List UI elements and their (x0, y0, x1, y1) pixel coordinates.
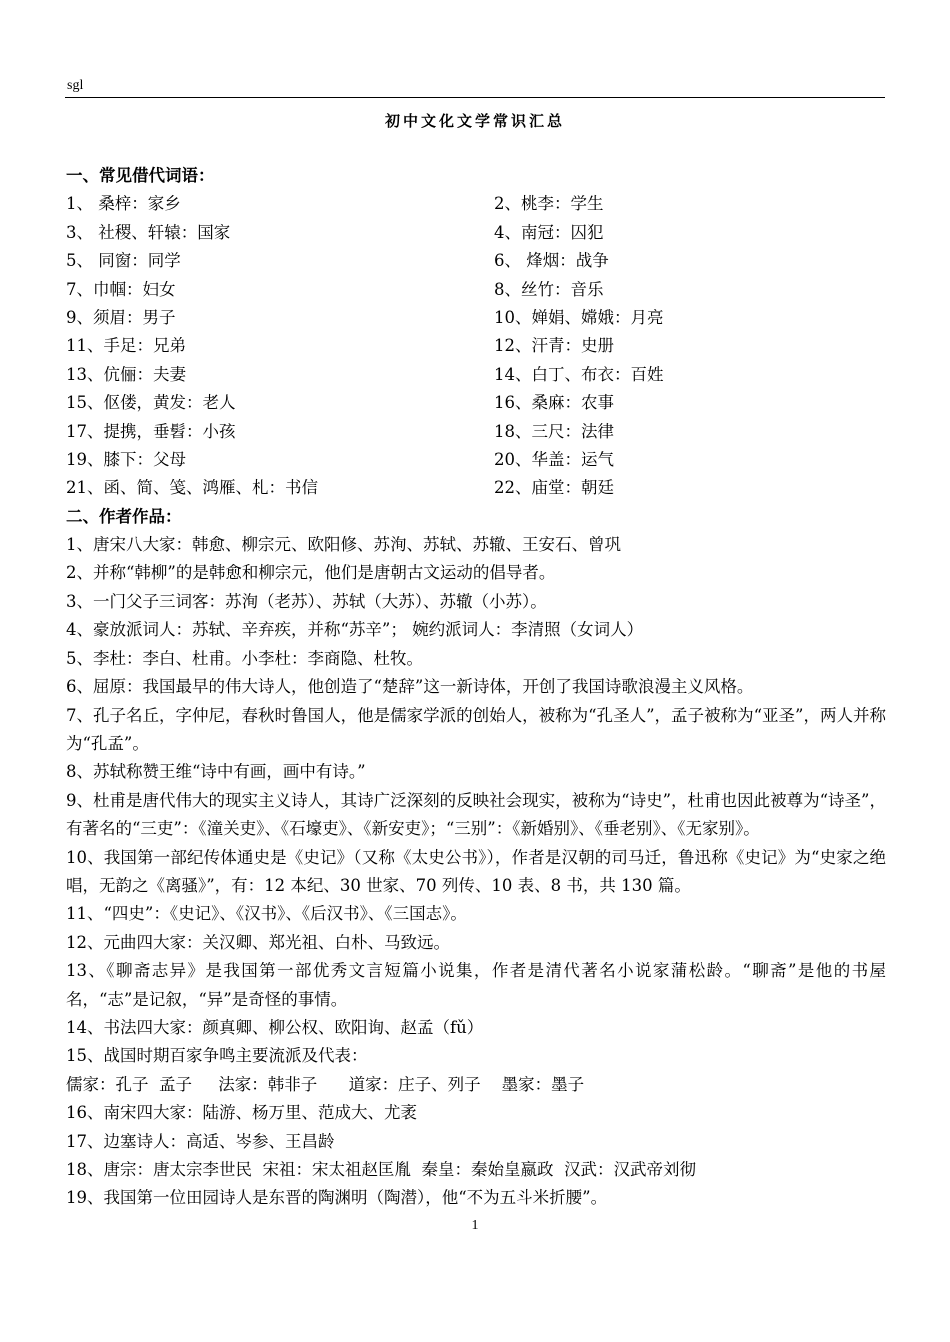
list-item: 16、桑麻：农事 (494, 393, 614, 413)
paragraph: 8、苏轼称赞王维“诗中有画，画中有诗。” (66, 762, 366, 782)
metonymy-list (66, 190, 886, 502)
list-item: 8、丝竹：音乐 (494, 279, 604, 299)
page-number: 1 (471, 1218, 479, 1233)
header-rule (65, 97, 885, 98)
paragraph: 10、我国第一部纪传体通史是《史记》（又称《太史公书》），作者是汉朝的司马迁，鲁迅称《史记》为“史家之绝唱，无韵之《离骚》”，有：12 本纪、30 世家、70 列传、10 表、8 书，共 130 篇。 (66, 847, 886, 895)
paragraph: 18、唐宗：唐太宗李世民 宋祖：宋太祖赵匡胤 秦皇：秦始皇嬴政 汉武：汉武帝刘彻 (66, 1160, 696, 1180)
list-item: 3、 社稷、轩辕：国家 (66, 222, 231, 242)
paragraph: 5、李杜：李白、杜甫。小李杜：李商隐、杜牧。 (66, 648, 423, 668)
document-title: 初中文化文学常识汇总 (384, 112, 565, 130)
list-item: 22、庙堂：朝廷 (494, 478, 614, 498)
list-item: 1、 桑梓：家乡 (66, 194, 181, 214)
header-text: sgl (67, 78, 84, 93)
paragraph: 9、杜甫是唐代伟大的现实主义诗人，其诗广泛深刻的反映社会现实，被称为“诗史”，杜甫也因此被尊为“诗圣”，有著名的“三吏”：《潼关吏》、《石壕吏》、《新安吏》；“三别”：《新婚别》、《垂老别》、《无家别》。 (66, 790, 886, 839)
section-heading-metonymy: 一、常见借代词语： (66, 166, 215, 185)
paragraph: 17、边塞诗人：高适、岑参、王昌龄 (66, 1131, 335, 1151)
list-item: 9、须眉：男子 (66, 307, 176, 327)
paragraph: 16、南宋四大家：陆游、杨万里、范成大、尤袤 (66, 1103, 417, 1123)
list-item: 19、膝下：父母 (66, 449, 186, 469)
section-heading-authors: 二、作者作品： (66, 506, 182, 526)
list-item: 5、 同窗：同学 (66, 251, 181, 271)
paragraph: 2、并称“韩柳”的是韩愈和柳宗元，他们是唐朝古文运动的倡导者。 (66, 563, 556, 583)
paragraph: 3、一门父子三词客：苏洵（老苏）、苏轼（大苏）、苏辙（小苏）。 (66, 591, 547, 611)
paragraph: 11、“四史”：《史记》、《汉书》、《后汉书》、《三国志》。 (66, 904, 467, 924)
list-item: 7、巾帼：妇女 (66, 279, 176, 299)
list-item: 4、南冠：囚犯 (494, 222, 604, 242)
paragraph: 12、元曲四大家：关汉卿、郑光祖、白朴、马致远。 (66, 932, 450, 952)
list-item: 10、婵娟、嫦娥：月亮 (494, 307, 664, 327)
list-item: 15、伛偻，黄发：老人 (66, 393, 236, 413)
paragraph: 19、我国第一位田园诗人是东晋的陶渊明（陶潜），他“不为五斗米折腰”。 (66, 1188, 608, 1208)
paragraph: 7、孔子名丘，字仲尼，春秋时鲁国人，他是儒家学派的创始人，被称为“孔圣人”，孟子被称为“亚圣”，两人并称为“孔孟”。 (66, 705, 886, 753)
list-item: 18、三尺：法律 (494, 421, 614, 441)
list-item: 6、 烽烟：战争 (494, 251, 609, 271)
paragraph: 15、战国时期百家争鸣主要流派及代表： (66, 1046, 368, 1066)
document-body (66, 162, 886, 1213)
list-item: 12、汗青：史册 (494, 336, 614, 356)
list-item: 21、函、简、笺、鸿雁、札：书信 (66, 478, 318, 498)
paragraph: 4、豪放派词人：苏轼、辛弃疾，并称“苏辛”； 婉约派词人：李清照（女词人） (66, 620, 644, 640)
list-item: 20、华盖：运气 (494, 449, 614, 469)
list-item: 11、手足：兄弟 (66, 336, 186, 356)
list-item: 2、桃李：学生 (494, 194, 604, 214)
list-item: 17、提携，垂髫：小孩 (66, 421, 236, 441)
paragraph: 6、屈原：我国最早的伟大诗人，他创造了“楚辞”这一新诗体，开创了我国诗歌浪漫主义风格。 (66, 677, 754, 697)
list-item: 13、伉俪：夫妻 (66, 364, 186, 384)
paragraph: 1、唐宋八大家：韩愈、柳宗元、欧阳修、苏洵、苏轼、苏辙、王安石、曾巩 (66, 535, 621, 555)
paragraph: 儒家：孔子 孟子 法家：韩非子 道家：庄子、列子 墨家：墨子 (66, 1074, 585, 1094)
paragraph: 14、书法四大家：颜真卿、柳公权、欧阳询、赵孟（fǔ） (66, 1017, 484, 1037)
paragraph: 13、《聊斋志异》是我国第一部优秀文言短篇小说集，作者是清代著名小说家蒲松龄。“聊斋”是他的书屋名，“志”是记叙，“异”是奇怪的事情。 (66, 961, 886, 1009)
list-item: 14、白丁、布衣：百姓 (494, 364, 664, 384)
